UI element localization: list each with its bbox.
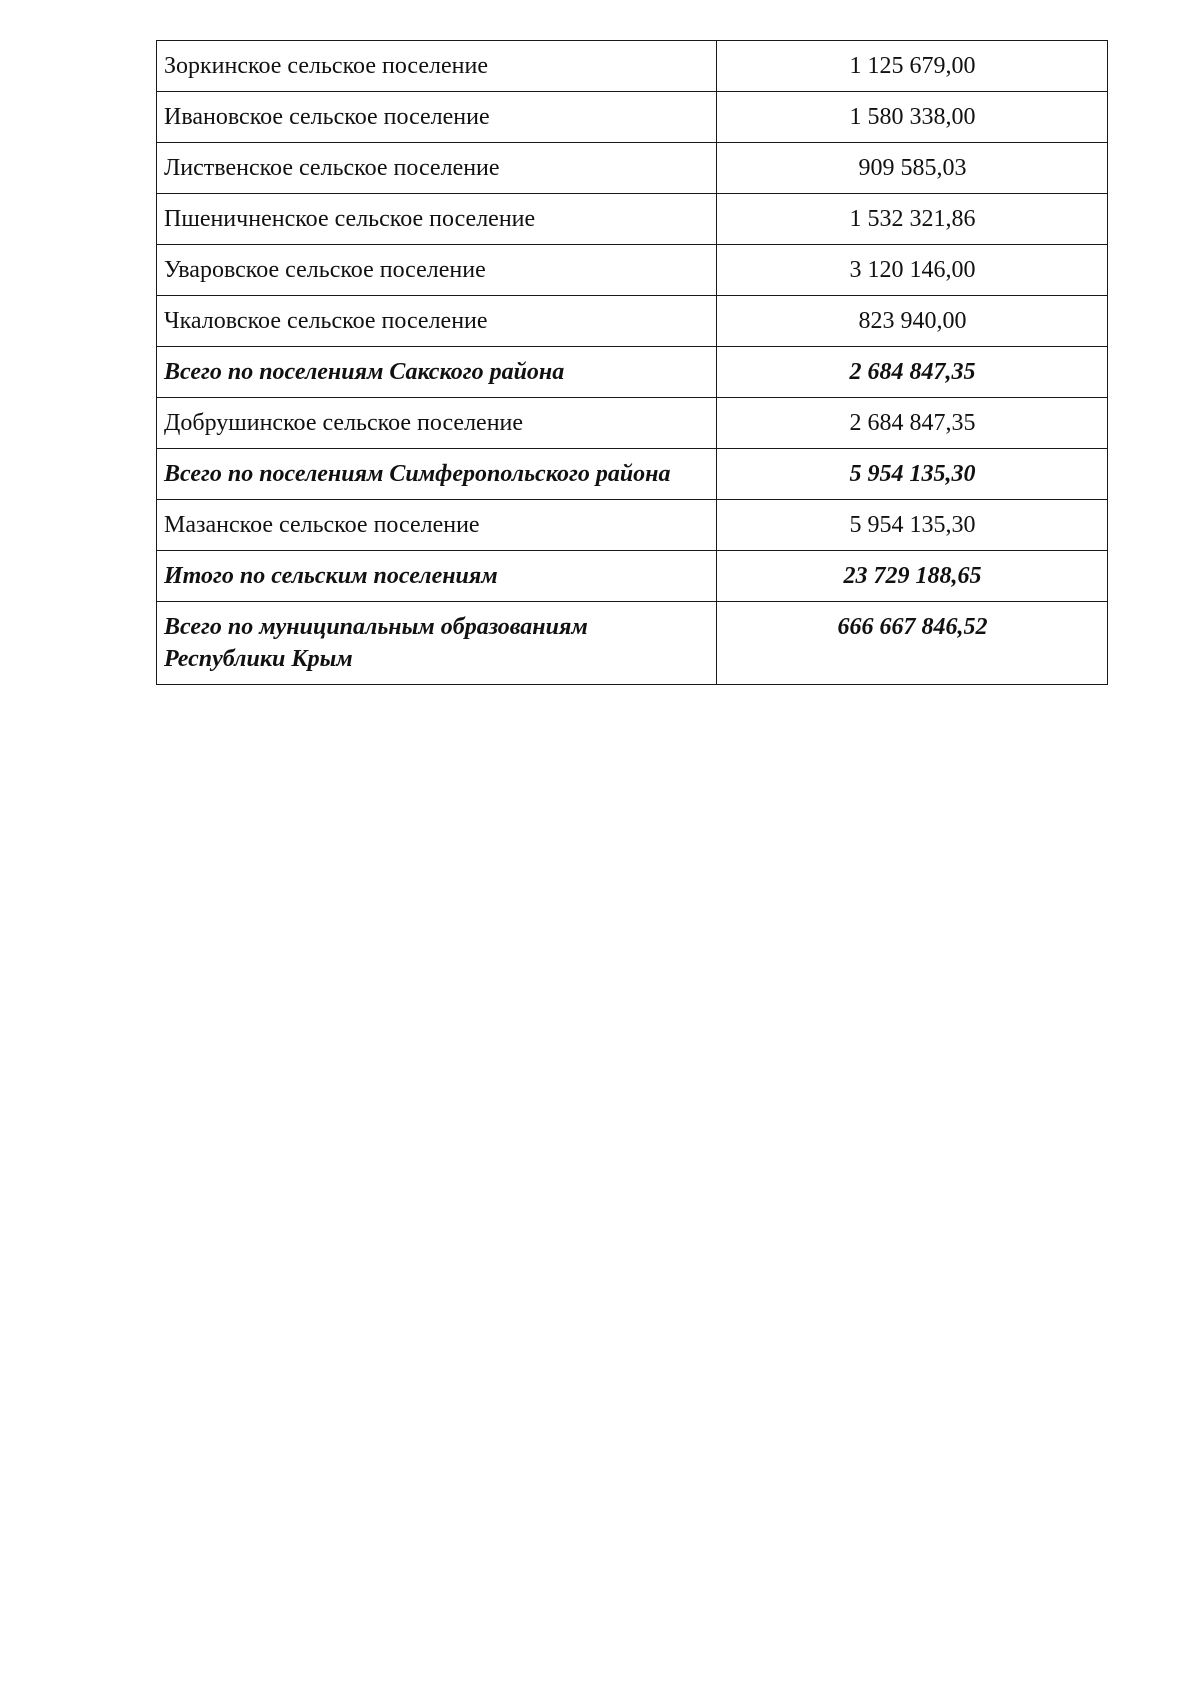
settlement-name: Мазанское сельское поселение [157,500,717,551]
settlement-name: Зоркинское сельское поселение [157,41,717,92]
settlement-amount: 1 580 338,00 [717,92,1108,143]
subtotal-row [157,347,1108,398]
settlement-name: Пшеничненское сельское поселение [157,194,717,245]
settlement-amount: 3 120 146,00 [717,245,1108,296]
settlement-name: Лиственское сельское поселение [157,143,717,194]
table-row [157,296,1108,347]
settlement-amount: 823 940,00 [717,296,1108,347]
table-row [157,398,1108,449]
table-row [157,92,1108,143]
settlement-name: Чкаловское сельское поселение [157,296,717,347]
total-row [157,551,1108,602]
settlement-amount: 1 532 321,86 [717,194,1108,245]
settlement-name: Добрушинское сельское поселение [157,398,717,449]
settlement-name: Ивановское сельское поселение [157,92,717,143]
settlement-amount: 909 585,03 [717,143,1108,194]
table-row [157,194,1108,245]
table-row [157,41,1108,92]
total-amount: 23 729 188,65 [717,551,1108,602]
settlement-amount: 2 684 847,35 [717,398,1108,449]
grand-total-label: Всего по муниципальным образованиям Республики Крым [157,602,717,685]
table-row [157,500,1108,551]
grand-total-row [157,602,1108,685]
table-row [157,245,1108,296]
settlement-name: Уваровское сельское поселение [157,245,717,296]
subtotal-label: Всего по поселениям Сакского района [157,347,717,398]
settlement-amount: 1 125 679,00 [717,41,1108,92]
subtotal-label: Всего по поселениям Симферопольского района [157,449,717,500]
grand-total-amount: 666 667 846,52 [717,602,1108,685]
table-row [157,143,1108,194]
subtotal-amount: 2 684 847,35 [717,347,1108,398]
subtotal-row [157,449,1108,500]
subtotal-amount: 5 954 135,30 [717,449,1108,500]
total-label: Итого по сельским поселениям [157,551,717,602]
settlement-amount: 5 954 135,30 [717,500,1108,551]
budget-table [156,40,1108,685]
